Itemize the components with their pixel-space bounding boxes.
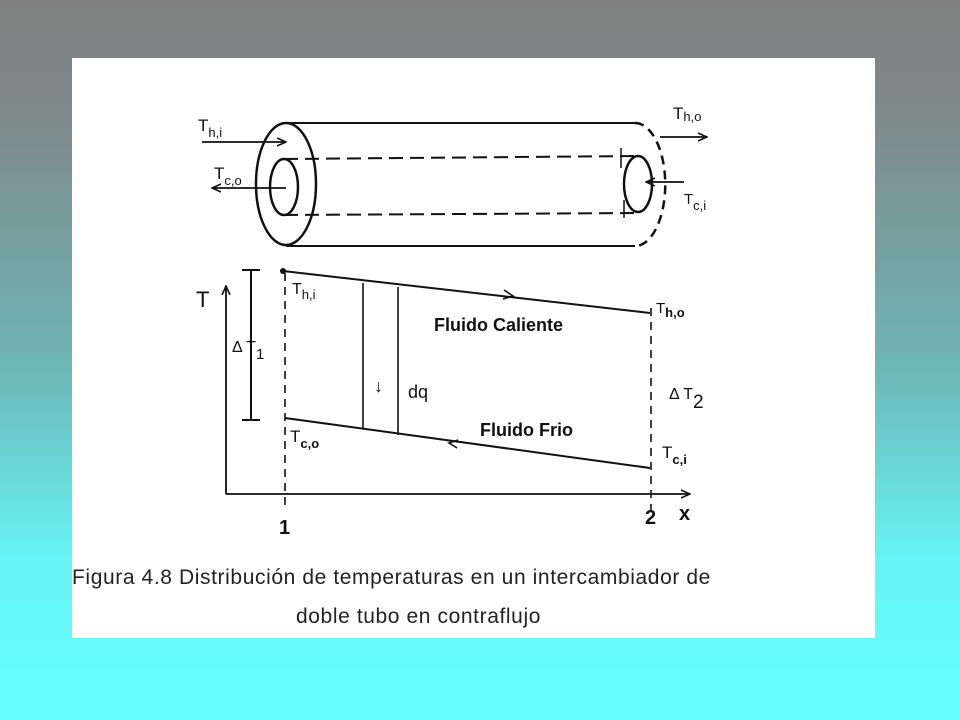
heat-flow-arrow-icon: ↓ <box>374 376 383 396</box>
label-th-out: Th,o <box>673 104 702 124</box>
double-pipe-drawing <box>202 123 707 246</box>
label-tc-in: Tc,i <box>684 191 707 213</box>
y-axis-label: T <box>196 287 210 312</box>
figure-caption-line-2: doble tubo en contraflujo <box>296 605 542 628</box>
tick-label-2: 2 <box>645 507 657 529</box>
inner-tube-top <box>284 156 638 159</box>
label-delta-t1: Δ T1 <box>232 339 265 363</box>
figure-caption-line-1: Figura 4.8 Distribución de temperaturas en un intercambiador de <box>72 566 711 589</box>
tick-label-1: 1 <box>279 517 291 539</box>
x-axis-label: x <box>679 503 691 525</box>
outer-tube-right-end <box>635 123 665 246</box>
inner-tube-bottom <box>284 213 638 215</box>
label-tc-out: $T_{c,o}$ <box>214 164 242 188</box>
heat-exchanger-diagram <box>72 58 875 558</box>
label-delta-t2: Δ T2 <box>669 386 704 413</box>
plot-label-th-in: $T_{h,i}$ <box>292 281 316 302</box>
plot-label-th-out: Th,o <box>656 300 685 320</box>
inner-tube-right-end <box>624 156 652 212</box>
temperature-plot <box>226 269 690 511</box>
figure-panel <box>72 58 875 638</box>
label-cold-fluid: Fluido Frio <box>480 420 573 440</box>
label-th-in: $T_{h,i}$ <box>198 116 223 140</box>
label-hot-fluid: Fluido Caliente <box>434 315 564 335</box>
hot-fluid-line <box>283 271 650 313</box>
cold-fluid-line <box>285 418 650 468</box>
inner-tube-left-end <box>270 159 298 215</box>
label-dq: dq <box>408 382 429 402</box>
plot-label-tc-out: $T_{c,o}$ <box>290 427 320 451</box>
plot-label-tc-in: $T_{c,i}$ <box>662 443 687 467</box>
